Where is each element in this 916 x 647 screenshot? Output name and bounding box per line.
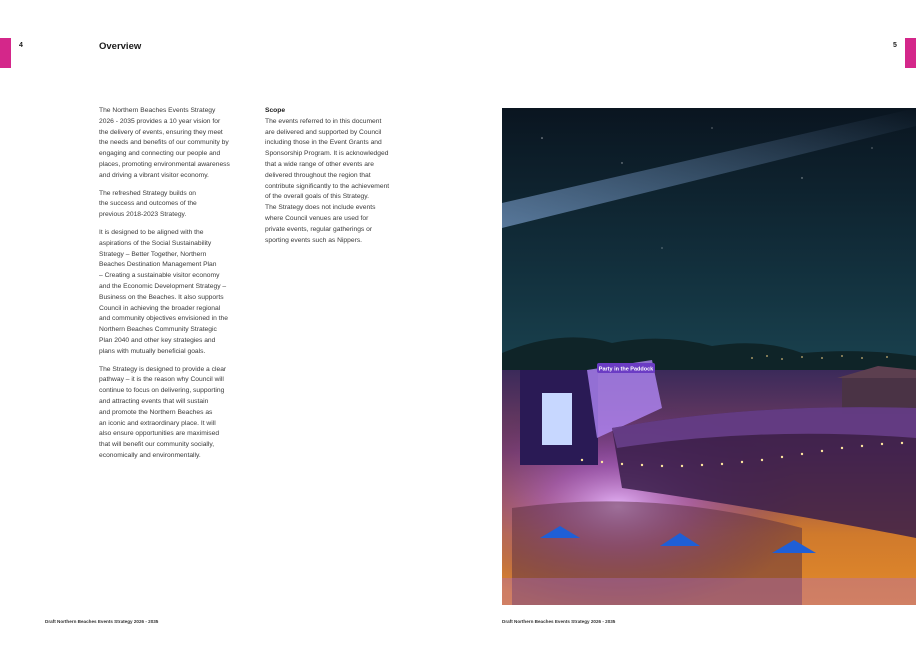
text-line: including those in the Event Grants and	[265, 139, 382, 147]
overview-body	[99, 106, 230, 469]
text-line: an iconic and extraordinary place. It will	[99, 419, 216, 427]
text-line: Strategy – Better Together, Northern	[99, 250, 207, 258]
text-line: where Council venues are used for	[265, 214, 369, 222]
text-line: and promote the Northern Beaches as	[99, 408, 213, 416]
text-line: Sponsorship Program. It is acknowledged	[265, 150, 389, 158]
stage-banner-text: Party in the Paddock	[598, 366, 654, 373]
overview-paragraph	[99, 228, 230, 358]
text-line: and community objectives envisioned in the	[99, 315, 228, 323]
stage-screen	[542, 393, 572, 445]
text-line: aspirations of the Social Sustainability	[99, 239, 212, 247]
text-line: that a wide range of other events are	[265, 160, 374, 168]
page-title: Overview	[99, 41, 142, 52]
text-line: and driving a vibrant visitor economy.	[99, 171, 209, 179]
text-line: of the overall goals of this Strategy.	[265, 193, 369, 201]
text-line: The Strategy does not include events	[265, 204, 376, 212]
text-line: also ensure opportunities are maximised	[99, 430, 220, 438]
page-tab-right	[905, 38, 916, 68]
foreground-foliage	[502, 578, 916, 605]
scope-body	[265, 117, 389, 247]
text-line: economically and environmentally.	[99, 451, 201, 459]
text-line: sporting events such as Nippers.	[265, 236, 363, 244]
text-line: The Strategy is designed to provide a clear	[99, 365, 227, 373]
text-line: 2026 - 2035 provides a 10 year vision for	[99, 117, 221, 125]
text-line: delivered throughout the region that	[265, 171, 371, 179]
text-line: and the Economic Development Strategy –	[99, 282, 227, 290]
text-line: pathway – it is the reason why Council will	[99, 376, 224, 384]
text-line: are delivered and supported by Council	[265, 128, 382, 136]
text-line: The Northern Beaches Events Strategy	[99, 107, 216, 114]
text-line: – Creating a sustainable visitor economy	[99, 272, 220, 280]
text-line: the success and outcomes of the	[99, 200, 197, 208]
overview-paragraph	[99, 106, 230, 182]
text-line: contribute significantly to the achievement	[265, 182, 390, 190]
text-line: continue to focus on delivering, supporting	[99, 387, 225, 395]
text-line: the needs and benefits of our community by	[99, 139, 229, 147]
text-line: and attracting events that will sustain	[99, 397, 209, 405]
scope-heading: Scope	[265, 107, 286, 114]
text-line: engaging and connecting our people and	[99, 150, 221, 158]
text-line: places, promoting environmental awareness	[99, 160, 230, 168]
overview-paragraph	[99, 189, 230, 221]
text-line: Business on the Beaches. It also supports	[99, 293, 224, 301]
text-line: It is designed to be aligned with the	[99, 228, 204, 236]
text-line: previous 2018-2023 Strategy.	[99, 211, 187, 219]
scope-section	[265, 106, 389, 246]
text-line: plans with mutually beneficial goals.	[99, 347, 206, 355]
text-line: that will benefit our community socially,	[99, 441, 215, 449]
text-line: private events, regular gatherings or	[265, 225, 373, 233]
text-line: the delivery of events, ensuring they meet	[99, 128, 223, 136]
text-line: The refreshed Strategy builds on	[99, 189, 197, 197]
footer-left: Draft Northern Beaches Events Strategy 2026 - 2035	[45, 619, 159, 624]
overview-paragraph	[99, 365, 230, 462]
footer-right: Draft Northern Beaches Events Strategy 2026 - 2035	[502, 619, 616, 624]
page-number-right: 5	[893, 42, 897, 49]
text-line: Council in achieving the broader regional	[99, 304, 221, 312]
text-line: The events referred to in this document	[265, 117, 382, 125]
text-line: Northern Beaches Community Strategic	[99, 326, 217, 334]
text-line: Plan 2040 and other key strategies and	[99, 336, 216, 344]
page-number-left: 4	[19, 42, 23, 49]
page-tab-left	[0, 38, 11, 68]
festival-photo	[502, 108, 916, 605]
text-line: Beaches Destination Management Plan	[99, 261, 217, 269]
